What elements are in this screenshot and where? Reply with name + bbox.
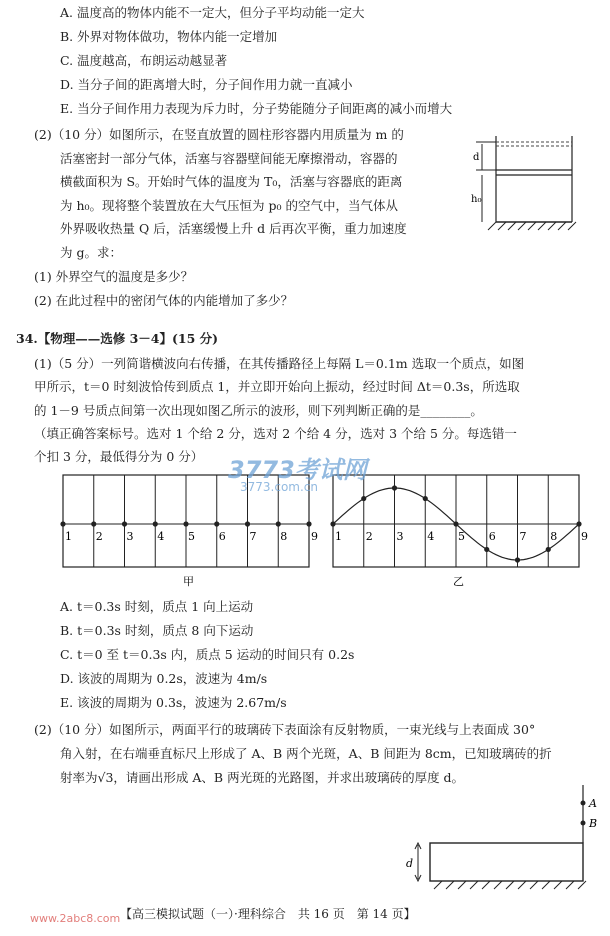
q33-part2-line6: 为 g。求： <box>60 245 122 260</box>
q33-part2-line2: 活塞密封一部分气体，活塞与容器壁间能无摩擦滑动，容器的 <box>60 151 398 166</box>
jia-particle-label-6: 6 <box>218 530 226 543</box>
q34-p2-line3: 射率为√3，请画出形成 A、B 两光斑的光路图，并求出玻璃砖的厚度 d。 <box>60 770 465 785</box>
jia-particle-2 <box>91 521 96 526</box>
q33-option-e: E. 当分子间作用力表现为斥力时，分子势能随分子间距离的减小而增大 <box>60 101 453 116</box>
jia-particle-1 <box>60 521 65 526</box>
q33-part2-line3: 横截面积为 S。开始时气体的温度为 T₀，活塞与容器底的距离 <box>60 174 403 189</box>
jia-particle-label-7: 7 <box>249 530 257 543</box>
q33-part2-line1: (2)（10 分）如图所示，在竖直放置的圆柱形容器内用质量为 m 的 <box>34 127 404 142</box>
jia-particle-5 <box>183 521 188 526</box>
q34-p1-line2: 甲所示，t＝0 时刻波恰传到质点 1，并立即开始向上振动，经过时间 Δt＝0.3s，所选取 <box>34 379 520 394</box>
q34-p2-line1: (2)（10 分）如图所示，两面平行的玻璃砖下表面涂有反射物质，一束光线与上表面成 30° <box>34 722 536 737</box>
yi-particle-label-6: 6 <box>488 530 496 543</box>
q33-option-c: C. 温度越高，布朗运动越显著 <box>60 53 228 68</box>
q34-header: 34.【物理——选修 3－4】(15 分) <box>16 331 219 346</box>
jia-particle-9 <box>306 521 311 526</box>
yi-particle-label-4: 4 <box>427 530 435 543</box>
brick-d-label: d <box>406 857 414 870</box>
wave-figures <box>55 472 595 590</box>
figure-yi-label: 乙 <box>453 575 464 588</box>
cylinder-d-label: d <box>473 152 480 163</box>
q34-p1-line4: （填正确答案标号。选对 1 个给 2 分，选对 2 个给 4 分，选对 3 个给 5 分。每选错一 <box>34 426 517 441</box>
jia-particle-label-4: 4 <box>157 530 165 543</box>
jia-particle-7 <box>245 521 250 526</box>
jia-particle-4 <box>153 521 158 526</box>
jia-particle-label-5: 5 <box>188 530 195 543</box>
q33-option-a: A. 温度高的物体内能不一定大，但分子平均动能一定大 <box>60 5 365 20</box>
q33-part2-line4: 为 h₀。现将整个装置放在大气压恒为 p₀ 的空气中，当气体从 <box>60 198 398 213</box>
spot-a-label: A <box>589 797 597 810</box>
q33-part2-line5: 外界吸收热量 Q 后，活塞缓慢上升 d 后再次平衡，重力加速度 <box>60 221 407 236</box>
watermark-corner: www.2abc8.com <box>30 912 121 925</box>
q34-option-e: E. 该波的周期为 0.3s，波速为 2.67m/s <box>60 695 287 710</box>
yi-particle-label-7: 7 <box>519 530 527 543</box>
q34-p1-line5: 个扣 3 分，最低得分为 0 分） <box>34 449 204 464</box>
yi-particle-4 <box>423 496 428 501</box>
cylinder-h0-label: h₀ <box>471 194 482 205</box>
yi-particle-3 <box>392 485 397 490</box>
yi-particle-label-1: 1 <box>335 530 342 543</box>
cylinder-figure <box>468 130 598 240</box>
spot-b-label: B <box>589 817 598 830</box>
q34-option-d: D. 该波的周期为 0.2s，波速为 4m/s <box>60 671 268 686</box>
q34-p1-line3: 的 1－9 号质点间第一次出现如图乙所示的波形，则下列判断正确的是________。 <box>34 403 483 418</box>
yi-particle-label-8: 8 <box>550 530 558 543</box>
q34-p2-line2: 角入射，在右端垂直标尺上形成了 A、B 两个光斑，A、B 间距为 8cm，已知玻璃砖的折 <box>60 746 552 761</box>
yi-particle-label-5: 5 <box>458 530 465 543</box>
jia-particle-label-1: 1 <box>65 530 72 543</box>
q34-p1-line1: (1)（5 分）一列简谐横波向右传播，在其传播路径上每隔 L＝0.1m 选取一个质点，如图 <box>34 356 525 371</box>
jia-particle-label-3: 3 <box>126 530 134 543</box>
jia-particle-label-2: 2 <box>95 530 103 543</box>
yi-particle-label-9: 9 <box>581 530 588 543</box>
yi-particle-9 <box>576 521 581 526</box>
q34-option-b: B. t＝0.3s 时刻，质点 8 向下运动 <box>60 623 254 638</box>
watermark-big: 3773考试网 <box>228 456 367 484</box>
q33-sub1: (1) 外界空气的温度是多少？ <box>34 269 194 284</box>
q34-option-c: C. t＝0 至 t＝0.3s 内，质点 5 运动的时间只有 0.2s <box>60 647 355 662</box>
jia-particle-label-8: 8 <box>280 530 288 543</box>
jia-particle-label-9: 9 <box>311 530 318 543</box>
jia-particle-3 <box>122 521 127 526</box>
jia-particle-6 <box>214 521 219 526</box>
yi-particle-label-3: 3 <box>396 530 404 543</box>
yi-particle-8 <box>546 547 551 552</box>
watermark-small: 3773.com.cn <box>240 480 318 494</box>
yi-particle-6 <box>484 547 489 552</box>
q33-option-b: B. 外界对物体做功，物体内能一定增加 <box>60 29 278 44</box>
yi-particle-1 <box>330 521 335 526</box>
page-footer: 【高三模拟试题（一）·理科综合 共 16 页 第 14 页】 <box>120 907 416 921</box>
yi-particle-7 <box>515 557 520 562</box>
yi-particle-5 <box>453 521 458 526</box>
jia-particle-8 <box>276 521 281 526</box>
figure-jia-label: 甲 <box>183 575 194 588</box>
yi-particle-label-2: 2 <box>365 530 373 543</box>
glass-brick-figure <box>400 785 605 910</box>
q33-option-d: D. 当分子间的距离增大时，分子间作用力就一直减小 <box>60 77 353 92</box>
q34-option-a: A. t＝0.3s 时刻，质点 1 向上运动 <box>60 599 254 614</box>
yi-particle-2 <box>361 496 366 501</box>
figure-yi <box>330 475 588 588</box>
q33-sub2: (2) 在此过程中的密闭气体的内能增加了多少？ <box>34 293 294 308</box>
